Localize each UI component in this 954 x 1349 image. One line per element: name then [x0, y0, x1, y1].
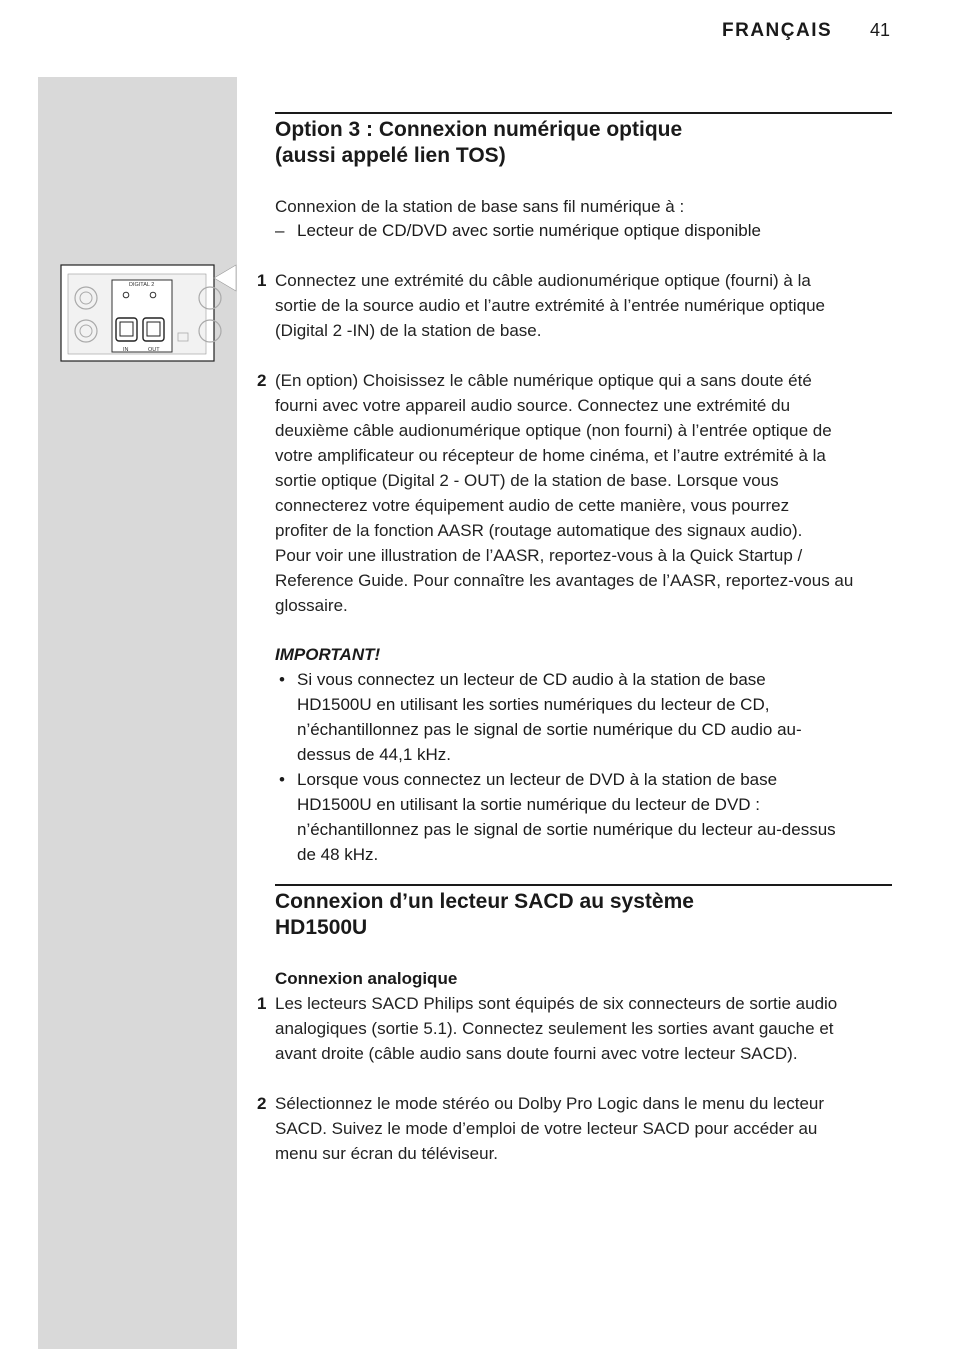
- title-line: (aussi appelé lien TOS): [275, 144, 506, 167]
- title-line: Connexion d’un lecteur SACD au système: [275, 890, 694, 913]
- text-line: avant droite (câble audio sans doute fourni avec votre lecteur SACD).: [275, 1044, 798, 1063]
- text-line: sortie de la source audio et l’autre extrémité à l’entrée numérique optique: [275, 296, 825, 315]
- bullet-mark: •: [279, 770, 285, 789]
- text-line: (En option) Choisissez le câble numérique optique qui a sans doute été: [275, 371, 812, 390]
- text-line: de 48 kHz.: [297, 845, 379, 864]
- text-line: Sélectionnez le mode stéréo ou Dolby Pro Logic dans le menu du lecteur: [275, 1094, 825, 1113]
- text-line: (Digital 2 -IN) de la station de base.: [275, 321, 542, 340]
- text-line: fourni avec votre appareil audio source. Connectez une extrémité du: [275, 396, 791, 415]
- page-number: 41: [870, 20, 891, 40]
- text-line: profiter de la fonction AASR (routage automatique des signaux audio).: [275, 521, 803, 540]
- bullet-item: [297, 767, 877, 867]
- intro-text: Connexion de la station de base sans fil numérique à :: [275, 197, 685, 216]
- text-line: SACD. Suivez le mode d’emploi de votre lecteur SACD pour accéder au: [275, 1119, 818, 1138]
- text-line: dessus de 44,1 kHz.: [297, 745, 452, 764]
- text-line: HD1500U en utilisant les sorties numériques du lecteur de CD,: [297, 695, 770, 714]
- diagram-label-in: IN: [123, 347, 129, 353]
- dash-item: Lecteur de CD/DVD avec sortie numérique optique disponible: [297, 221, 761, 240]
- text-line: analogiques (sortie 5.1). Connectez seulement les sorties avant gauche et: [275, 1019, 834, 1038]
- text-line: menu sur écran du téléviseur.: [275, 1144, 499, 1163]
- text-line: sortie optique (Digital 2 - OUT) de la station de base. Lorsque vous: [275, 471, 779, 490]
- header-language: FRANÇAIS: [722, 20, 833, 41]
- section-title-optical: [275, 117, 875, 169]
- text-line: Lorsque vous connectez un lecteur de DVD à la station de base: [297, 770, 778, 789]
- important-label: IMPORTANT!: [275, 645, 381, 664]
- text-line: Pour voir une illustration de l’AASR, reportez-vous à la Quick Startup /: [275, 546, 803, 565]
- section-rule: [275, 112, 892, 114]
- step-number: 1: [257, 994, 267, 1013]
- text-line: connecterez votre équipement audio de cette manière, vous pourrez: [275, 496, 790, 515]
- text-line: votre amplificateur ou récepteur de home cinéma, et l’autre extrémité à la: [275, 446, 826, 465]
- text-line: Si vous connectez un lecteur de CD audio à la station de base: [297, 670, 766, 689]
- sacd-step1-paragraph: [275, 991, 895, 1066]
- step-number: 1: [257, 271, 267, 290]
- section-title-sacd: [275, 889, 875, 941]
- diagram-label-out: OUT: [148, 347, 160, 353]
- text-line: Reference Guide. Pour connaître les avantages de l’AASR, reportez-vous au: [275, 571, 854, 590]
- sacd-step2-paragraph: [275, 1091, 895, 1166]
- subheading-analog: Connexion analogique: [275, 969, 458, 988]
- text-line: Connectez une extrémité du câble audionumérique optique (fourni) à la: [275, 271, 811, 290]
- step-number: 2: [257, 371, 267, 390]
- dash-mark: –: [275, 221, 285, 240]
- text-line: HD1500U en utilisant la sortie numérique du lecteur de DVD :: [297, 795, 761, 814]
- text-line: glossaire.: [275, 596, 348, 615]
- step-number: 2: [257, 1094, 267, 1113]
- title-line: Option 3 : Connexion numérique optique: [275, 118, 683, 141]
- text-line: n’échantillonnez pas le signal de sortie numérique du CD audio au-: [297, 720, 802, 739]
- step1-paragraph: [275, 268, 895, 343]
- text-line: Les lecteurs SACD Philips sont équipés de six connecteurs de sortie audio: [275, 994, 838, 1013]
- diagram-label-digital2: DIGITAL 2: [129, 282, 155, 288]
- text-line: deuxième câble audionumérique optique (non fourni) à l’entrée optique de: [275, 421, 832, 440]
- title-line: HD1500U: [275, 916, 368, 939]
- step2-paragraph: [275, 368, 895, 618]
- bullet-item: [297, 667, 877, 767]
- digital-2-connector-diagram: [60, 264, 238, 362]
- text-line: n’échantillonnez pas le signal de sortie numérique du lecteur au-dessus: [297, 820, 836, 839]
- bullet-mark: •: [279, 670, 285, 689]
- section-rule: [275, 884, 892, 886]
